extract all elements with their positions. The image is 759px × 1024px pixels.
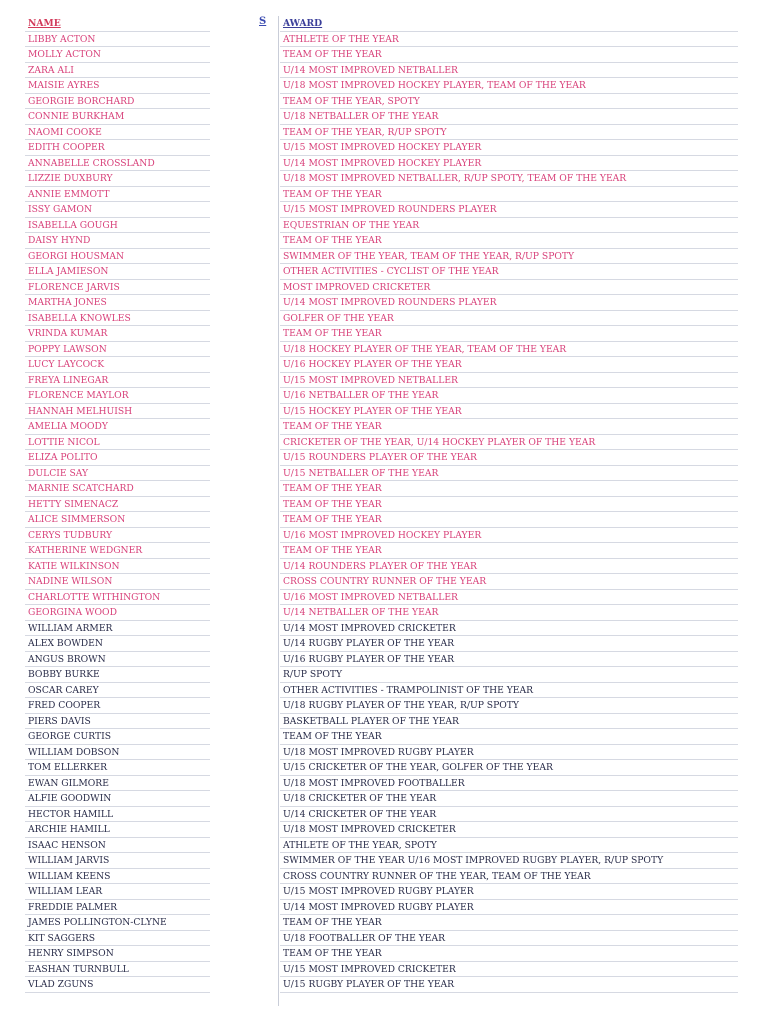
award-cell: U/18 RUGBY PLAYER OF THE YEAR, R/UP SPOTY	[280, 698, 738, 714]
name-cell: NADINE WILSON	[25, 574, 210, 590]
award-cell: U/18 FOOTBALLER OF THE YEAR	[280, 931, 738, 947]
award-cell: U/15 ROUNDERS PLAYER OF THE YEAR	[280, 450, 738, 466]
award-cell: CROSS COUNTRY RUNNER OF THE YEAR	[280, 574, 738, 590]
award-cell: U/15 MOST IMPROVED ROUNDERS PLAYER	[280, 202, 738, 218]
name-cell: NAOMI COOKE	[25, 125, 210, 141]
award-cell: U/15 RUGBY PLAYER OF THE YEAR	[280, 977, 738, 993]
award-cell: U/14 CRICKETER OF THE YEAR	[280, 807, 738, 823]
name-cell: FRED COOPER	[25, 698, 210, 714]
name-cell: EDITH COOPER	[25, 140, 210, 156]
name-cell: ELLA JAMIESON	[25, 264, 210, 280]
award-cell: TEAM OF THE YEAR	[280, 419, 738, 435]
name-cell: PIERS DAVIS	[25, 714, 210, 730]
award-cell: U/16 MOST IMPROVED HOCKEY PLAYER	[280, 528, 738, 544]
name-cell: EWAN GILMORE	[25, 776, 210, 792]
award-cell: U/14 MOST IMPROVED CRICKETER	[280, 621, 738, 637]
award-cell: TEAM OF THE YEAR	[280, 326, 738, 342]
award-cell: U/14 MOST IMPROVED RUGBY PLAYER	[280, 900, 738, 916]
name-cell: DULCIE SAY	[25, 466, 210, 482]
name-cell: ISABELLA GOUGH	[25, 218, 210, 234]
award-cell: SWIMMER OF THE YEAR, TEAM OF THE YEAR, R/UP SPOTY	[280, 249, 738, 265]
name-cell: ANNIE EMMOTT	[25, 187, 210, 203]
name-cell: JAMES POLLINGTON-CLYNE	[25, 915, 210, 931]
name-cell: WILLIAM ARMER	[25, 621, 210, 637]
name-cell: DAISY HYND	[25, 233, 210, 249]
name-cell: ALICE SIMMERSON	[25, 512, 210, 528]
award-cell: U/14 MOST IMPROVED NETBALLER	[280, 63, 738, 79]
column-marker: S	[259, 16, 267, 27]
name-cell: TOM ELLERKER	[25, 760, 210, 776]
award-cell: U/14 NETBALLER OF THE YEAR	[280, 605, 738, 621]
award-cell: TEAM OF THE YEAR	[280, 512, 738, 528]
award-cell: U/15 MOST IMPROVED RUGBY PLAYER	[280, 884, 738, 900]
name-cell: HANNAH MELHUISH	[25, 404, 210, 420]
award-cell: TEAM OF THE YEAR	[280, 915, 738, 931]
award-cell: TEAM OF THE YEAR	[280, 481, 738, 497]
name-cell: LIBBY ACTON	[25, 32, 210, 48]
name-column	[25, 16, 210, 993]
name-cell: GEORGIE BORCHARD	[25, 94, 210, 110]
award-cell: U/15 HOCKEY PLAYER OF THE YEAR	[280, 404, 738, 420]
award-cell: GOLFER OF THE YEAR	[280, 311, 738, 327]
name-cell: ARCHIE HAMILL	[25, 822, 210, 838]
award-cell: ATHLETE OF THE YEAR, SPOTY	[280, 838, 738, 854]
award-header: AWARD	[280, 16, 738, 32]
name-header: NAME	[25, 16, 210, 32]
name-cell: BOBBY BURKE	[25, 667, 210, 683]
name-cell: ISSY GAMON	[25, 202, 210, 218]
name-cell: LUCY LAYCOCK	[25, 357, 210, 373]
award-cell: U/15 CRICKETER OF THE YEAR, GOLFER OF THE YEAR	[280, 760, 738, 776]
name-cell: VRINDA KUMAR	[25, 326, 210, 342]
award-cell: U/18 MOST IMPROVED NETBALLER, R/UP SPOTY, TEAM OF THE YEAR	[280, 171, 738, 187]
award-cell: R/UP SPOTY	[280, 667, 738, 683]
award-cell: MOST IMPROVED CRICKETER	[280, 280, 738, 296]
name-cell: MARTHA JONES	[25, 295, 210, 311]
award-cell: TEAM OF THE YEAR, R/UP SPOTY	[280, 125, 738, 141]
name-cell: HENRY SIMPSON	[25, 946, 210, 962]
column-divider	[278, 16, 279, 1006]
name-cell: FREDDIE PALMER	[25, 900, 210, 916]
name-cell: GEORGI HOUSMAN	[25, 249, 210, 265]
award-cell: U/14 MOST IMPROVED ROUNDERS PLAYER	[280, 295, 738, 311]
award-cell: U/15 NETBALLER OF THE YEAR	[280, 466, 738, 482]
name-cell: WILLIAM DOBSON	[25, 745, 210, 761]
award-cell: U/14 RUGBY PLAYER OF THE YEAR	[280, 636, 738, 652]
award-list	[280, 32, 738, 993]
award-cell: U/15 MOST IMPROVED NETBALLER	[280, 373, 738, 389]
award-cell: U/16 HOCKEY PLAYER OF THE YEAR	[280, 357, 738, 373]
name-cell: AMELIA MOODY	[25, 419, 210, 435]
award-cell: U/18 CRICKETER OF THE YEAR	[280, 791, 738, 807]
name-cell: LIZZIE DUXBURY	[25, 171, 210, 187]
award-cell: ATHLETE OF THE YEAR	[280, 32, 738, 48]
name-cell: ALEX BOWDEN	[25, 636, 210, 652]
award-cell: U/18 HOCKEY PLAYER OF THE YEAR, TEAM OF THE YEAR	[280, 342, 738, 358]
name-cell: ZARA ALI	[25, 63, 210, 79]
award-cell: U/18 MOST IMPROVED FOOTBALLER	[280, 776, 738, 792]
award-cell: U/15 MOST IMPROVED CRICKETER	[280, 962, 738, 978]
award-cell: U/16 NETBALLER OF THE YEAR	[280, 388, 738, 404]
award-cell: CRICKETER OF THE YEAR, U/14 HOCKEY PLAYER OF THE YEAR	[280, 435, 738, 451]
award-cell: TEAM OF THE YEAR	[280, 187, 738, 203]
name-cell: KATIE WILKINSON	[25, 559, 210, 575]
award-cell: TEAM OF THE YEAR	[280, 497, 738, 513]
name-cell: EASHAN TURNBULL	[25, 962, 210, 978]
award-cell: U/14 MOST IMPROVED HOCKEY PLAYER	[280, 156, 738, 172]
award-column	[280, 16, 738, 993]
award-cell: OTHER ACTIVITIES - CYCLIST OF THE YEAR	[280, 264, 738, 280]
award-cell: TEAM OF THE YEAR	[280, 47, 738, 63]
award-cell: EQUESTRIAN OF THE YEAR	[280, 218, 738, 234]
name-cell: LOTTIE NICOL	[25, 435, 210, 451]
award-cell: OTHER ACTIVITIES - TRAMPOLINIST OF THE YEAR	[280, 683, 738, 699]
name-cell: KATHERINE WEDGNER	[25, 543, 210, 559]
name-cell: CHARLOTTE WITHINGTON	[25, 590, 210, 606]
name-cell: CERYS TUDBURY	[25, 528, 210, 544]
name-cell: ANNABELLE CROSSLAND	[25, 156, 210, 172]
name-cell: ISAAC HENSON	[25, 838, 210, 854]
name-cell: POPPY LAWSON	[25, 342, 210, 358]
award-cell: U/18 NETBALLER OF THE YEAR	[280, 109, 738, 125]
name-cell: ISABELLA KNOWLES	[25, 311, 210, 327]
award-cell: U/14 ROUNDERS PLAYER OF THE YEAR	[280, 559, 738, 575]
name-cell: ALFIE GOODWIN	[25, 791, 210, 807]
name-cell: HETTY SIMENACZ	[25, 497, 210, 513]
name-cell: MARNIE SCATCHARD	[25, 481, 210, 497]
award-cell: TEAM OF THE YEAR	[280, 729, 738, 745]
name-cell: WILLIAM JARVIS	[25, 853, 210, 869]
name-list	[25, 32, 210, 993]
name-cell: MAISIE AYRES	[25, 78, 210, 94]
name-cell: MOLLY ACTON	[25, 47, 210, 63]
name-cell: FREYA LINEGAR	[25, 373, 210, 389]
award-cell: U/16 RUGBY PLAYER OF THE YEAR	[280, 652, 738, 668]
name-cell: OSCAR CAREY	[25, 683, 210, 699]
award-cell: TEAM OF THE YEAR, SPOTY	[280, 94, 738, 110]
name-cell: FLORENCE JARVIS	[25, 280, 210, 296]
name-cell: VLAD ZGUNS	[25, 977, 210, 993]
award-cell: TEAM OF THE YEAR	[280, 543, 738, 559]
award-cell: U/18 MOST IMPROVED RUGBY PLAYER	[280, 745, 738, 761]
name-cell: ANGUS BROWN	[25, 652, 210, 668]
name-cell: HECTOR HAMILL	[25, 807, 210, 823]
name-cell: FLORENCE MAYLOR	[25, 388, 210, 404]
award-cell: U/18 MOST IMPROVED HOCKEY PLAYER, TEAM OF THE YEAR	[280, 78, 738, 94]
name-cell: WILLIAM KEENS	[25, 869, 210, 885]
award-cell: BASKETBALL PLAYER OF THE YEAR	[280, 714, 738, 730]
award-cell: CROSS COUNTRY RUNNER OF THE YEAR, TEAM OF THE YEAR	[280, 869, 738, 885]
name-cell: ELIZA POLITO	[25, 450, 210, 466]
name-cell: CONNIE BURKHAM	[25, 109, 210, 125]
award-cell: SWIMMER OF THE YEAR U/16 MOST IMPROVED RUGBY PLAYER, R/UP SPOTY	[280, 853, 738, 869]
award-cell: U/15 MOST IMPROVED HOCKEY PLAYER	[280, 140, 738, 156]
name-cell: KIT SAGGERS	[25, 931, 210, 947]
name-cell: WILLIAM LEAR	[25, 884, 210, 900]
award-cell: TEAM OF THE YEAR	[280, 233, 738, 249]
name-cell: GEORGE CURTIS	[25, 729, 210, 745]
name-cell: GEORGINA WOOD	[25, 605, 210, 621]
award-cell: U/16 MOST IMPROVED NETBALLER	[280, 590, 738, 606]
award-cell: TEAM OF THE YEAR	[280, 946, 738, 962]
award-cell: U/18 MOST IMPROVED CRICKETER	[280, 822, 738, 838]
